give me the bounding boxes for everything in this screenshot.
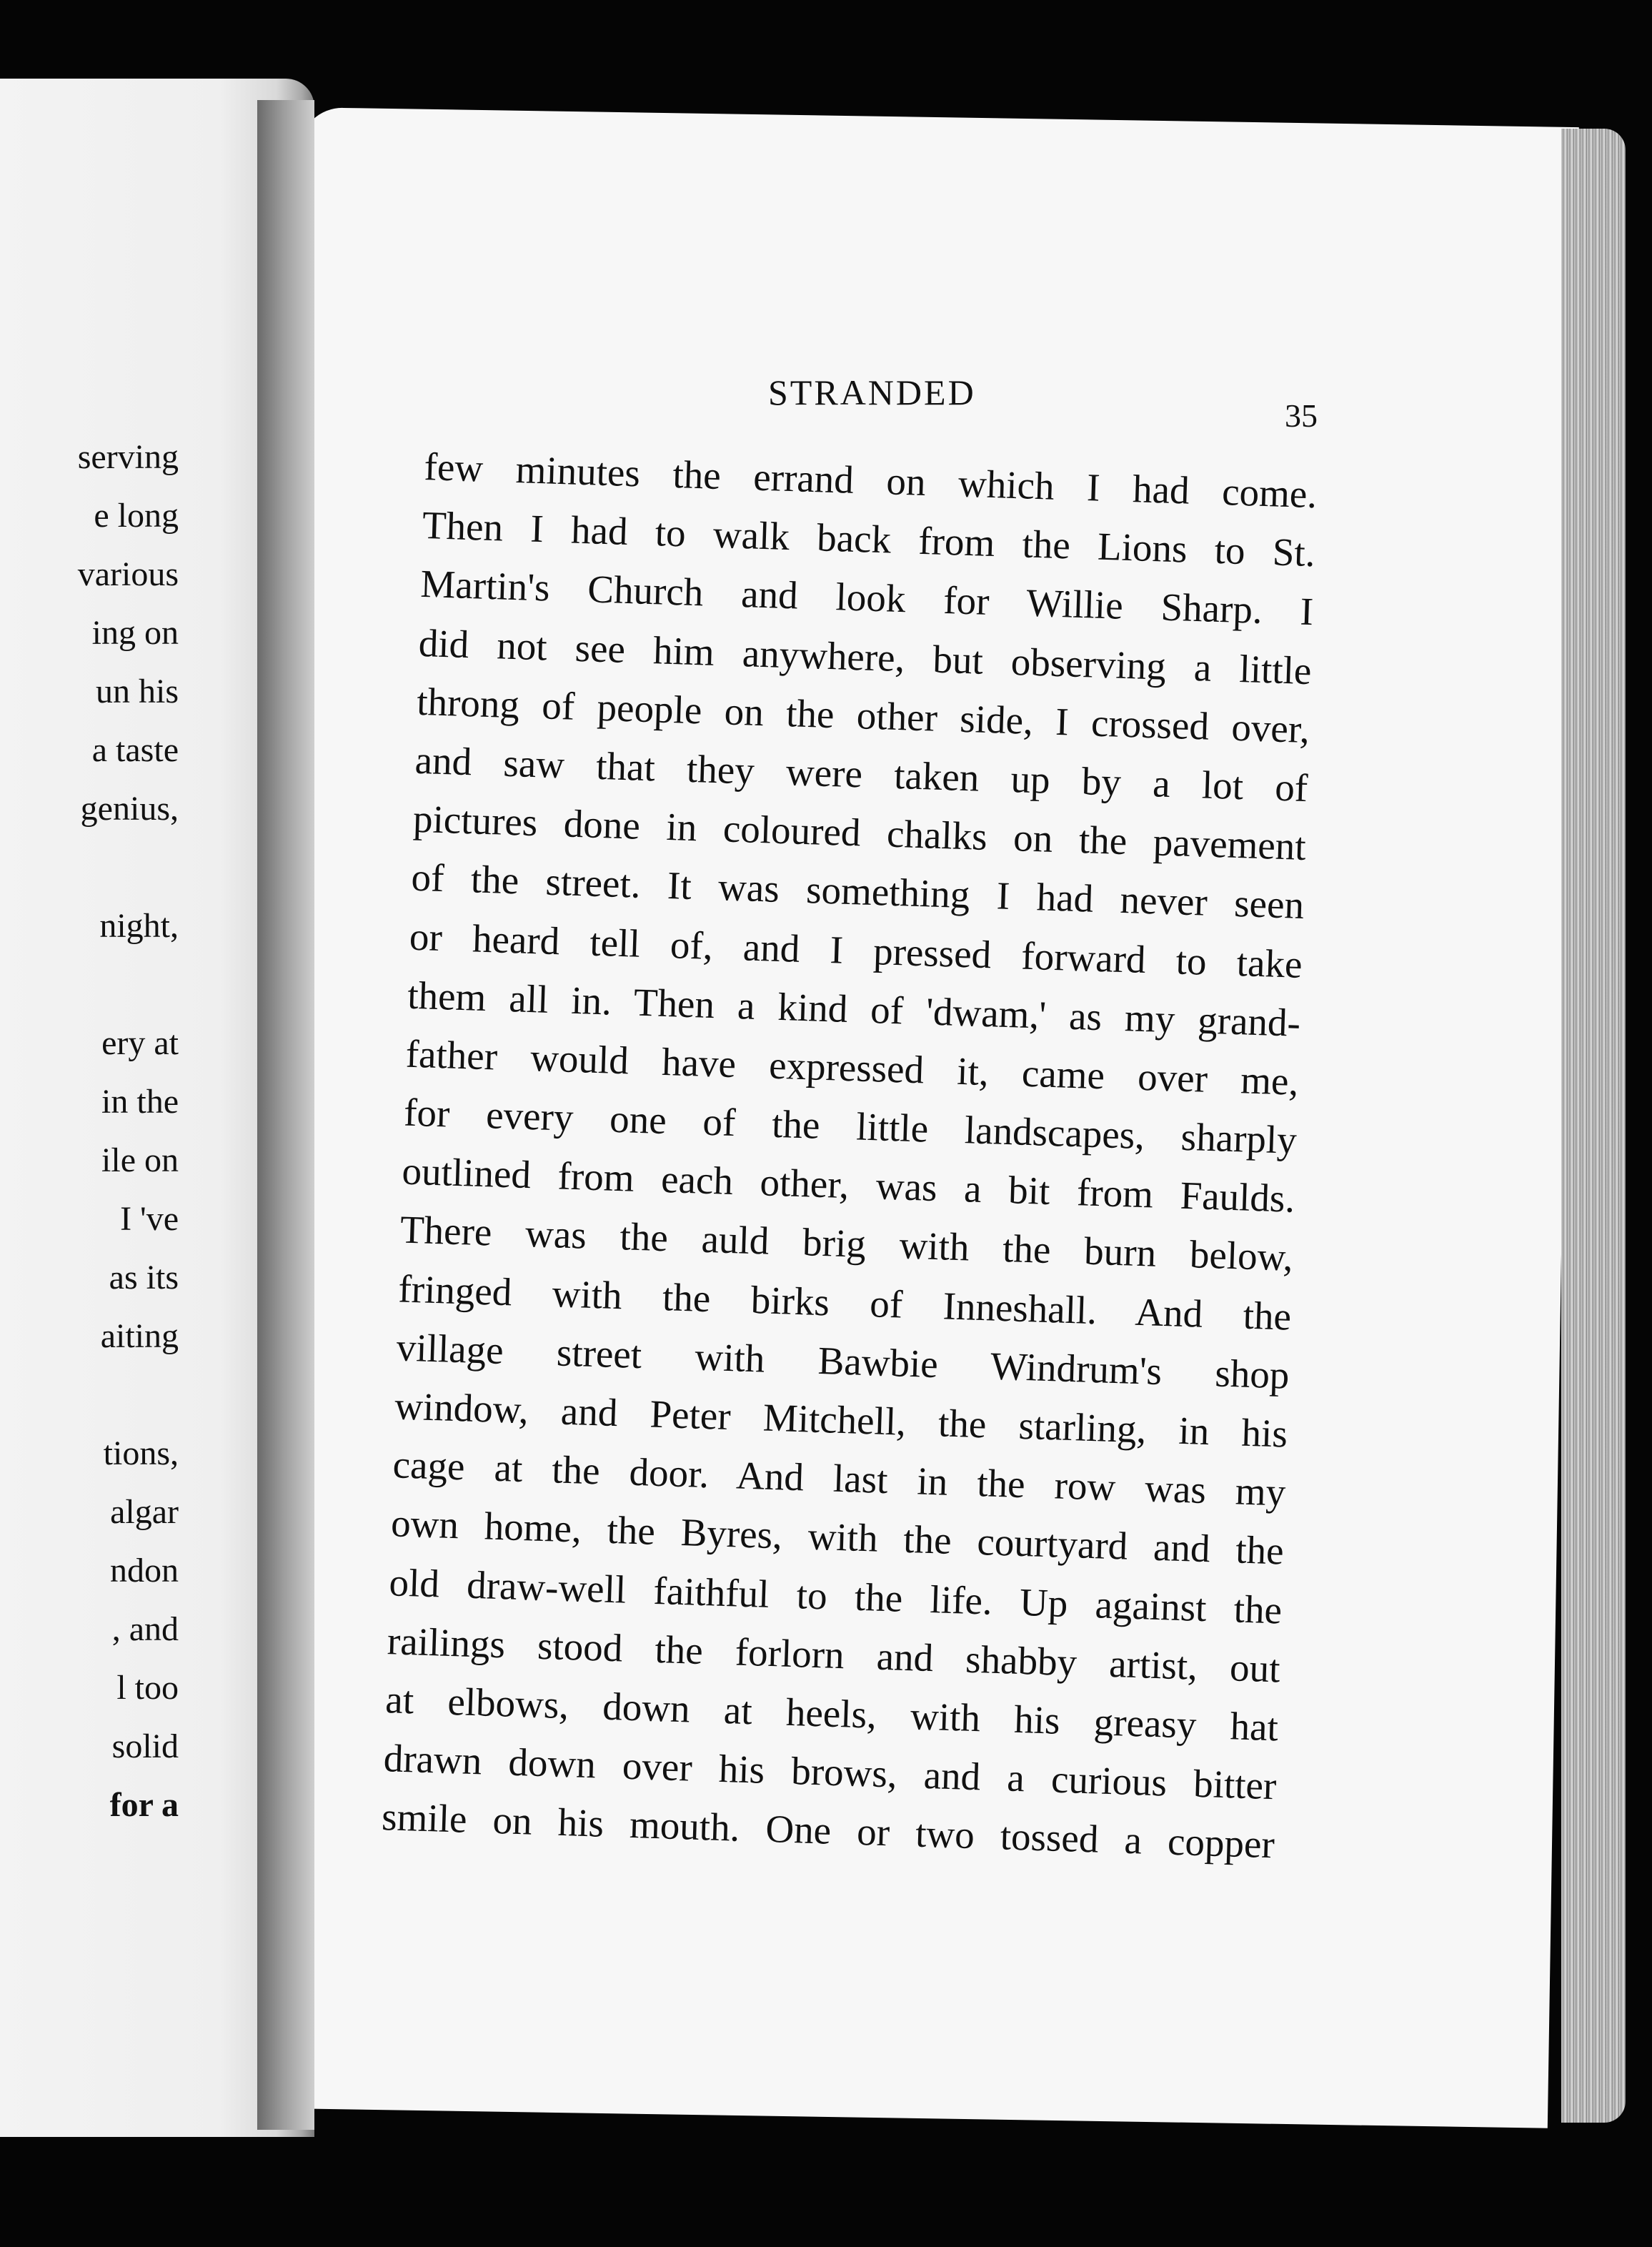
text-line: and saw that they were taken up by a lot of (414, 738, 1309, 810)
text-line: fringed with the birks of Inneshall. And the (397, 1266, 1292, 1339)
left-line: , and (111, 1610, 179, 1648)
left-line: un his (95, 673, 179, 710)
left-line: solid (111, 1727, 179, 1765)
page-number: 35 (1285, 397, 1318, 434)
text-line: at elbows, down at heels, with his greasy hat (384, 1677, 1279, 1750)
left-line: serving (77, 438, 179, 476)
left-line: for a (109, 1786, 179, 1824)
text-line: There was the auld brig with the burn below, (399, 1207, 1294, 1280)
left-line: a taste (91, 731, 179, 769)
text-line: smile on his mouth. One or two tossed a copper (381, 1795, 1275, 1867)
text-line: old draw-well faithful to the life. Up against the (388, 1559, 1283, 1632)
text-line: outlined from each other, was a bit from Faulds. (401, 1149, 1296, 1221)
text-line: window, and Peter Mitchell, the starling, in his (394, 1384, 1288, 1456)
left-line: various (77, 555, 179, 593)
left-line: in the (101, 1083, 179, 1121)
left-line: ndon (110, 1552, 179, 1589)
left-line: algar (110, 1493, 179, 1531)
text-line: or heard tell of, and I pressed forward to take (409, 914, 1303, 986)
text-line: own home, the Byres, with the courtyard and the (390, 1501, 1285, 1573)
text-line: them all in. Then a kind of 'dwam,' as my grand- (407, 973, 1301, 1045)
running-title: STRANDED (768, 372, 976, 412)
text-line: drawn down over his brows, and a curious bitter (382, 1736, 1278, 1808)
text-line: railings stood the forlorn and shabby artist, out (387, 1618, 1281, 1691)
text-line: of the street. It was something I had never seen (410, 855, 1305, 928)
left-line: as its (109, 1259, 179, 1296)
text-line: cage at the door. And last in the row was my (392, 1442, 1287, 1514)
left-line: l too (116, 1669, 179, 1707)
text-line: Then I had to walk back from the Lions to St. (422, 503, 1316, 575)
left-line: I 've (120, 1200, 179, 1238)
body-text (381, 437, 1318, 1875)
left-line: aiting (100, 1317, 179, 1355)
book-gutter (257, 100, 314, 2130)
text-line: throng of people on the other side, I crossed over, (416, 679, 1310, 751)
text-line: father would have expressed it, came over me, (404, 1031, 1300, 1103)
left-line: ing on (91, 614, 179, 652)
left-line: night, (99, 907, 179, 945)
text-line: pictures done in coloured chalks on the pavement (412, 796, 1307, 869)
text-line: did not see him anywhere, but observing a little (418, 620, 1313, 693)
text-line: village street with Bawbie Windrum's shop (396, 1325, 1290, 1397)
text-line: for every one of the little landscapes, sharply (403, 1090, 1298, 1162)
page-edges (1561, 129, 1626, 2123)
left-line: ile on (101, 1141, 179, 1179)
left-line: tions, (103, 1434, 179, 1472)
text-line: few minutes the errand on which I had come. (423, 444, 1318, 517)
left-line: genius, (80, 790, 179, 828)
left-line: ery at (101, 1024, 179, 1062)
text-line: Martin's Church and look for Willie Sharp. I (419, 562, 1314, 634)
left-line: e long (94, 497, 179, 535)
